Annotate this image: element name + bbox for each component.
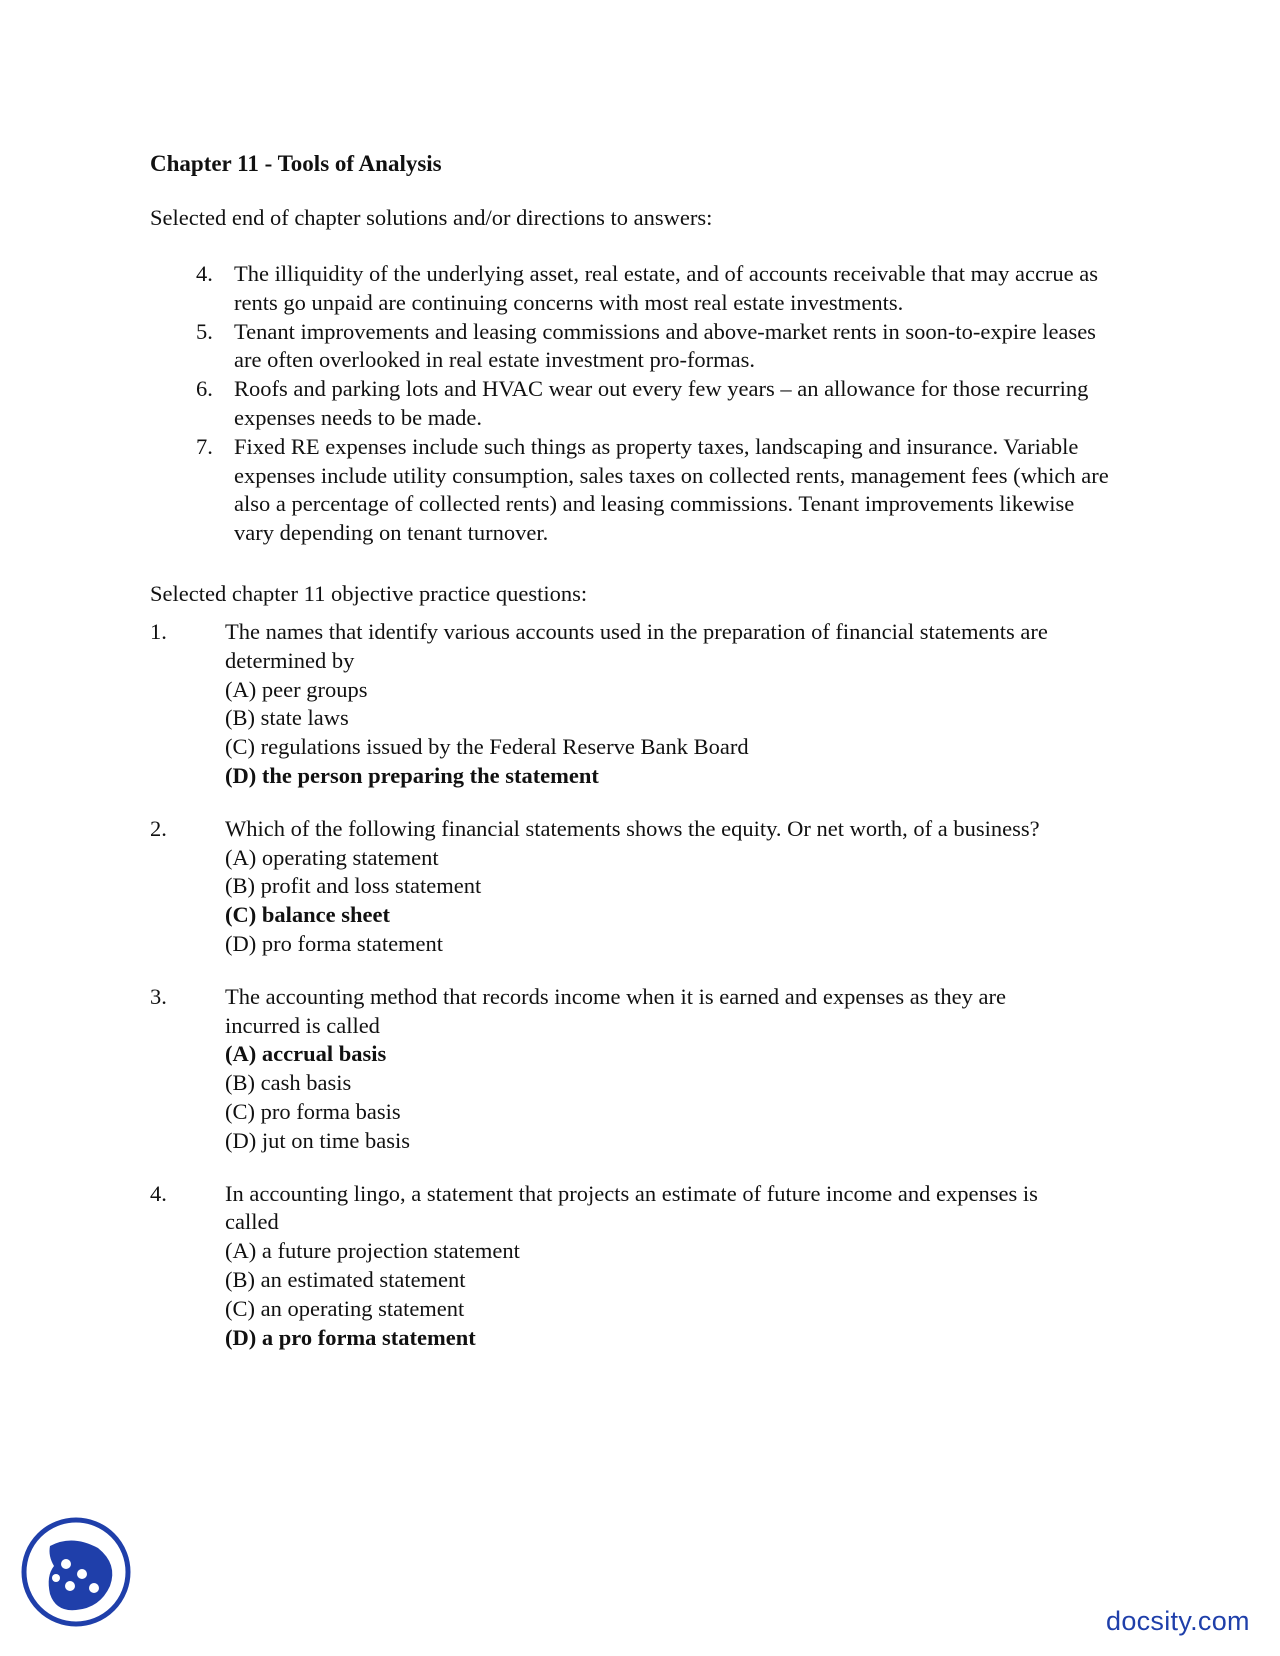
docsity-logo-icon[interactable] [20,1516,132,1628]
answer-option: (A) peer groups [225,676,368,702]
question-stem: In accounting lingo, a statement that projects an estimate of future income and expenses is called [225,1180,1038,1235]
answer-option: (B) cash basis [225,1070,352,1096]
answer-option: (C) pro forma basis [225,1098,401,1124]
question-stem: The names that identify various accounts used in the preparation of financial statements are determined by [225,619,1048,673]
solution-item [196,433,1116,548]
solution-item [196,260,1116,318]
brand-link[interactable]: docsity.com [1106,1606,1250,1636]
solution-number: 6. [196,376,213,402]
question-body [225,618,1080,791]
question-stem: Which of the following financial statements shows the equity. Or net worth, of a business? [225,815,1040,841]
solution-item [196,375,1116,433]
questions-list [150,618,1080,1376]
solution-item [196,318,1116,376]
question-body [225,815,1080,959]
question-item [150,815,1080,959]
question-body [225,1180,1080,1353]
solution-number: 4. [196,261,213,286]
question-number: 4. [150,1180,167,1206]
solution-text: Fixed RE expenses include such things as property taxes, landscaping and insurance. Variable expenses include utility consumption, sales taxes on collected rents, management fees (which are also a percentage of collected rents) and leasing commissions. Tenant improvements likewise vary depending on tenant turnover. [234,433,1109,546]
answer-option: (B) state laws [225,705,349,731]
solution-number: 5. [196,318,213,344]
question-item [150,1180,1080,1353]
questions-intro: Selected chapter 11 objective practice questions: [150,581,588,606]
correct-answer-option: (C) balance sheet [225,902,390,928]
question-number: 3. [150,983,167,1009]
page-title: Chapter 11 - Tools of Analysis [150,151,442,176]
solutions-list [196,260,1116,548]
question-stem: The accounting method that records income when it is earned and expenses as they are incurred is called [225,983,1006,1038]
question-item [150,618,1080,791]
solution-text: The illiquidity of the underlying asset, real estate, and of accounts receivable that may accrue as rents go unpaid are continuing concerns with most real estate investments. [234,261,1099,315]
correct-answer-option: (A) accrual basis [225,1041,387,1067]
solutions-intro: Selected end of chapter solutions and/or directions to answers: [150,205,713,230]
answer-option: (B) an estimated statement [225,1266,466,1292]
answer-option: (C) regulations issued by the Federal Reserve Bank Board [225,734,749,760]
question-item [150,983,1080,1156]
question-number: 1. [150,619,167,644]
question-body [225,983,1080,1156]
question-number: 2. [150,815,167,841]
solution-number: 7. [196,433,213,459]
correct-answer-option: (D) a pro forma statement [225,1324,476,1350]
answer-option: (D) jut on time basis [225,1127,410,1153]
answer-option: (C) an operating statement [225,1295,465,1321]
solution-text: Tenant improvements and leasing commissions and above-market rents in soon-to-expire leases are often overlooked in real estate investment pro-formas. [234,318,1096,373]
correct-answer-option: (D) the person preparing the statement [225,762,599,788]
answer-option: (A) operating statement [225,844,439,870]
answer-option: (D) pro forma statement [225,930,444,956]
solution-text: Roofs and parking lots and HVAC wear out every few years – an allowance for those recurring expenses needs to be made. [234,376,1089,430]
answer-option: (A) a future projection statement [225,1238,520,1264]
answer-option: (B) profit and loss statement [225,873,482,899]
